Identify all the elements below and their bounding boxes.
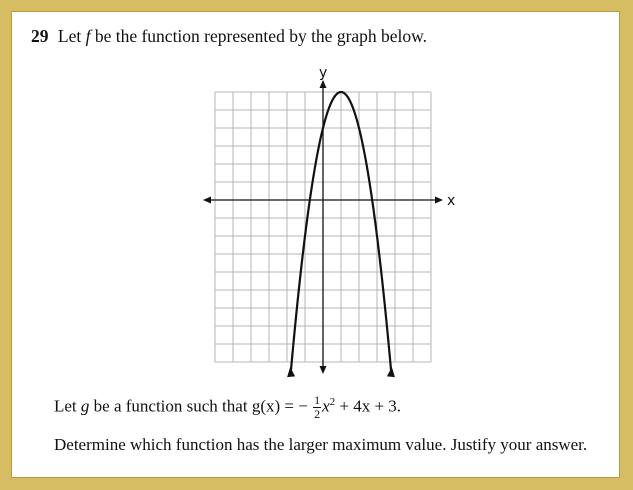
g-rest: + 4x + 3. (339, 396, 402, 416)
g-x-squared: x (322, 396, 330, 416)
question-card (11, 11, 620, 478)
question-prompt: Determine which function has the larger maximum value. Justify your answer. (54, 435, 588, 454)
fraction-denominator: 2 (314, 407, 321, 421)
g-prefix: Let (54, 396, 77, 416)
g-lhs: g(x) = − (251, 396, 308, 416)
x-axis-arrow-right (435, 197, 443, 204)
y-axis-arrow-top (320, 80, 327, 88)
intro-var: f (85, 26, 91, 46)
x-axis-arrow-left (203, 197, 211, 204)
intro-before: Let (57, 26, 82, 46)
x-axis-label: x (447, 193, 456, 209)
fraction-numerator: 1 (314, 393, 321, 407)
g-definition (54, 394, 401, 421)
y-axis-arrow-bottom (320, 366, 327, 374)
g-var: g (80, 396, 90, 416)
fraction (313, 394, 321, 421)
intro-after: be the function represented by the graph below. (94, 26, 428, 46)
g-middle: be a function such that (93, 396, 248, 416)
question-number: 29 (31, 26, 49, 46)
function-graph (12, 12, 621, 392)
y-axis-label: y (319, 65, 328, 81)
g-exponent: 2 (329, 395, 336, 408)
